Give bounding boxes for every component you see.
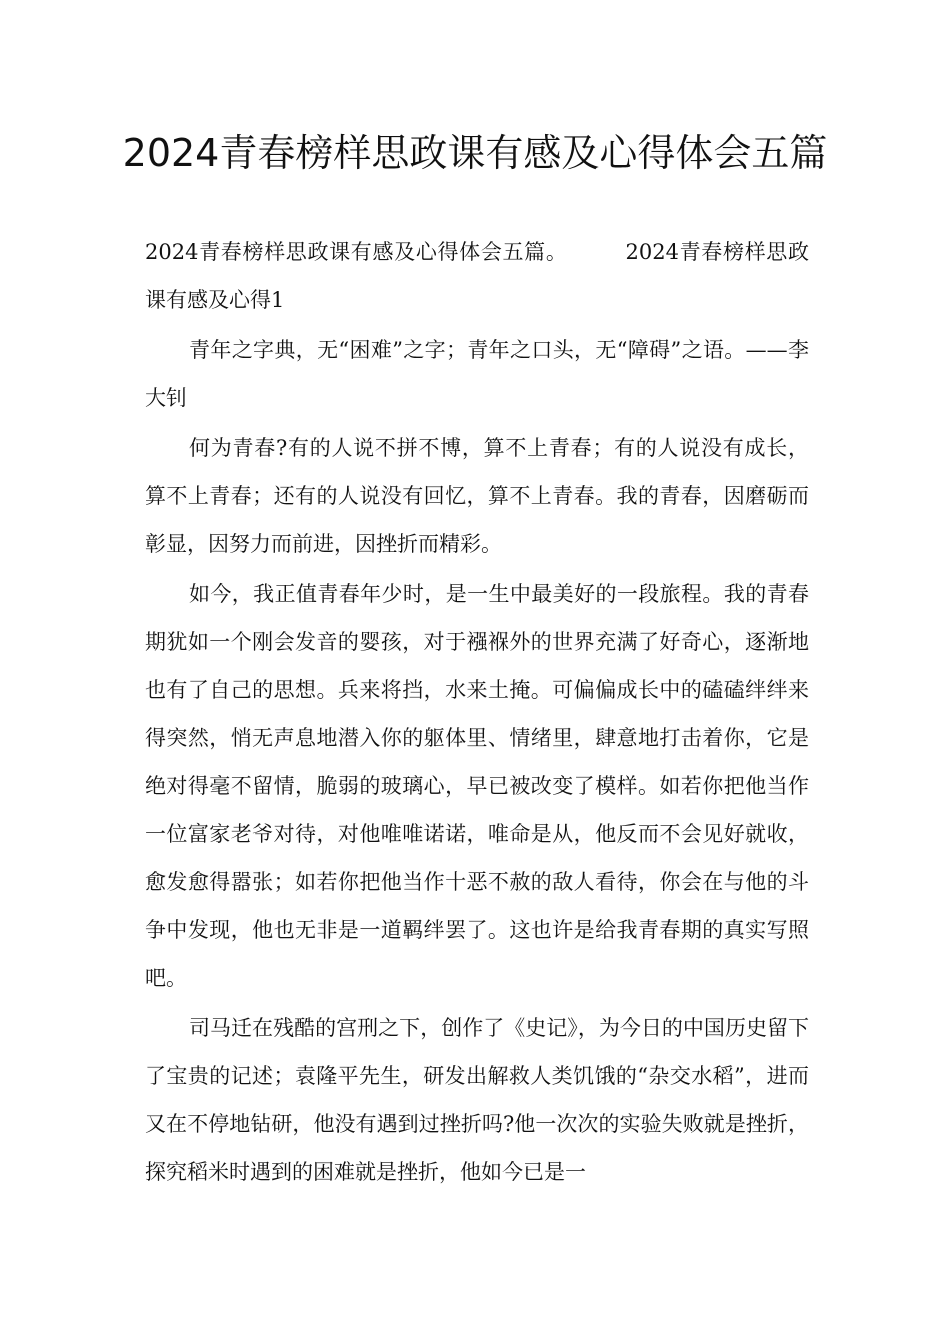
intro-text-1: 2024青春榜样思政课有感及心得体会五篇。 <box>145 240 568 264</box>
body-paragraph-2: 何为青春?有的人说不拼不博，算不上青春；有的人说没有成长，算不上青春；还有的人说没有回忆，算不上青春。我的青春，因磨砺而彰显，因努力而前进，因挫折而精彩。 <box>145 436 809 556</box>
body-paragraph-4: 司马迁在残酷的宫刑之下，创作了《史记》，为今日的中国历史留下了宝贵的记述；袁隆平先生，研发出解救人类饥饿的“杂交水稻”，进而又在不停地钻研，他没有遇到过挫折吗?他一次次的实验失败就是挫折，探究稻米时遇到的困难就是挫折，他如今已是一 <box>145 1016 809 1184</box>
document-body <box>145 228 809 1196</box>
body-paragraph-1: 青年之字典，无“困难”之字；青年之口头，无“障碍”之语。——李大钊 <box>145 338 809 410</box>
body-paragraph-3: 如今，我正值青春年少时，是一生中最美好的一段旅程。我的青春期犹如一个刚会发音的婴孩，对于襁褓外的世界充满了好奇心，逐渐地也有了自己的思想。兵来将挡，水来土掩。可偏偏成长中的磕磕绊绊来得突然，悄无声息地潜入你的躯体里、情绪里，肆意地打击着你，它是绝对得毫不留情，脆弱的玻璃心，早已被改变了模样。如若你把他当作一位富家老爷对待，对他唯唯诺诺，唯命是从，他反而不会见好就收，愈发愈得嚣张；如若你把他当作十恶不赦的敌人看待，你会在与他的斗争中发现，他也无非是一道羁绊罢了。这也许是给我青春期的真实写照吧。 <box>145 582 809 990</box>
document-title: 2024青春榜样思政课有感及心得体会五篇 <box>122 131 828 175</box>
intro-text-2: 2024青春榜样思政课有感及心得1 <box>145 240 809 312</box>
intro-paragraph <box>145 228 809 324</box>
